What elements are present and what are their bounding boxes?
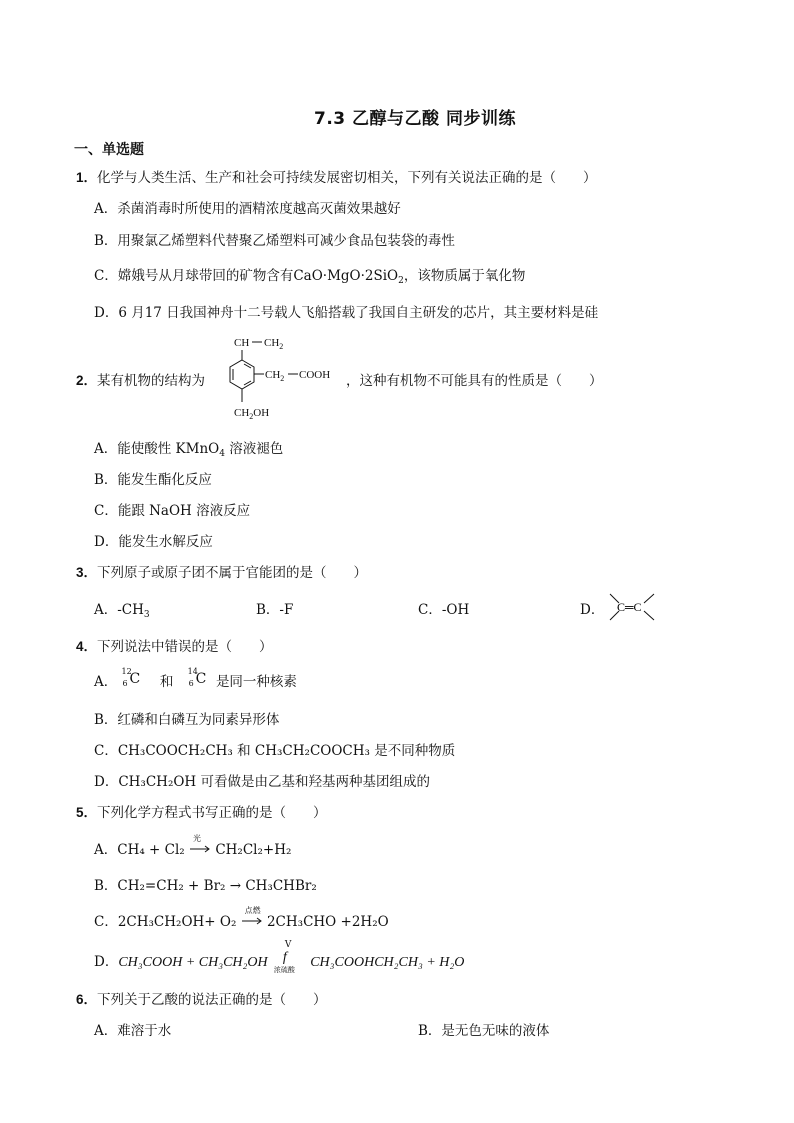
question-3: 3．下列原子或原子团不属于官能团的是（ ） xyxy=(76,565,368,581)
reaction-arrow: 点燃 xyxy=(241,911,263,929)
q1-option-d: D．6 月17 日我国神舟十二号载人飞船搭载了我国自主研发的芯片，其主要材料是硅 xyxy=(94,305,599,321)
q2-option-b: B．能发生酯化反应 xyxy=(94,472,212,488)
q3-option-a: A．$-CH_3$ xyxy=(94,602,150,620)
isotope-c12: 12 6 C xyxy=(121,667,141,688)
struct-side-ch2: $CH_2$ xyxy=(265,369,285,383)
question-6: 6．下列关于乙酸的说法正确的是（ ） xyxy=(76,992,327,1008)
question-2: 2．某有机物的结构为 xyxy=(76,373,206,389)
isotope-c14: 14 6 C xyxy=(187,667,207,688)
q4-option-d: D．CH₃CH₂OH 可看做是由乙基和羟基两种基团组成的 xyxy=(94,774,430,790)
q2-option-a: A．能使酸性 KMnO$_4$ 溶液褪色 xyxy=(94,441,284,459)
reaction-arrow: 光 xyxy=(189,839,211,857)
question-5: 5．下列化学方程式书写正确的是（ ） xyxy=(76,805,327,821)
question-4: 4．下列说法中错误的是（ ） xyxy=(76,639,273,655)
q3-option-b: B．-F xyxy=(256,602,294,618)
q6-option-b: B．是无色无味的液体 xyxy=(418,1023,550,1039)
q5-option-b: B．CH₂=CH₂ + Br₂ → CH₃CHBr₂ xyxy=(94,878,317,894)
structural-formula xyxy=(218,332,348,424)
q4-option-a: A． 12 6 C 和 14 6 C 是同一种核素 xyxy=(94,667,297,690)
struct-top-ch2: $CH_2$ xyxy=(264,337,284,351)
q5-option-a: A．CH₄ + Cl₂ 光 CH₂Cl₂+H₂ xyxy=(94,834,292,858)
svg-text:C═C: C═C xyxy=(617,600,642,614)
q2-option-c: C．能跟 NaOH 溶液反应 xyxy=(94,503,251,519)
q3-option-c: C．-OH xyxy=(418,602,470,618)
q3-option-d: D． xyxy=(580,602,605,618)
alkene-double-bond-diagram xyxy=(604,592,660,622)
struct-bottom-ch2oh: $CH_2OH$ xyxy=(234,407,270,421)
struct-cooh: COOH xyxy=(299,369,331,381)
page-title: 7.3 乙醇与乙酸 同步训练 xyxy=(314,109,516,129)
esterification-condition: V f 浓硫酸 xyxy=(273,940,295,974)
q5-option-d: D．CH₃COOH + CH₃CH₂OH V f 浓硫酸 CH₃COOHCH₂CH₃ + H₂O xyxy=(94,940,465,974)
q5-option-c: C．2CH₃CH₂OH+ O₂ 点燃 2CH₃CHO +2H₂O xyxy=(94,906,389,930)
q2-option-d: D．能发生水解反应 xyxy=(94,534,213,550)
mineral-formula: CaO·MgO·2SiO$_2$ xyxy=(293,268,404,286)
section-heading: 一、单选题 xyxy=(74,142,144,158)
q4-option-b: B．红磷和白磷互为同素异形体 xyxy=(94,712,280,728)
question-2-stem-end: ，这种有机物不可能具有的性质是（ ） xyxy=(346,373,603,389)
q6-option-a: A．难溶于水 xyxy=(94,1023,172,1039)
q4-option-c: C．CH₃COOCH₂CH₃ 和 CH₃CH₂COOCH₃ 是不同种物质 xyxy=(94,743,456,759)
question-1: 1．化学与人类生活、生产和社会可持续发展密切相关，下列有关说法正确的是（ ） xyxy=(76,170,597,186)
question-1-stem: 化学与人类生活、生产和社会可持续发展密切相关，下列有关说法正确的是（ ） xyxy=(97,170,597,186)
q1-option-b: B．用聚氯乙烯塑料代替聚乙烯塑料可减少食品包装袋的毒性 xyxy=(94,233,455,249)
struct-top-ch: CH xyxy=(234,337,250,349)
q1-option-a: A．杀菌消毒时所使用的酒精浓度越高灭菌效果越好 xyxy=(94,201,401,217)
q1-option-c: C．嫦娥号从月球带回的矿物含有CaO·MgO·2SiO$_2$，该物质属于氧化物 xyxy=(94,268,526,286)
